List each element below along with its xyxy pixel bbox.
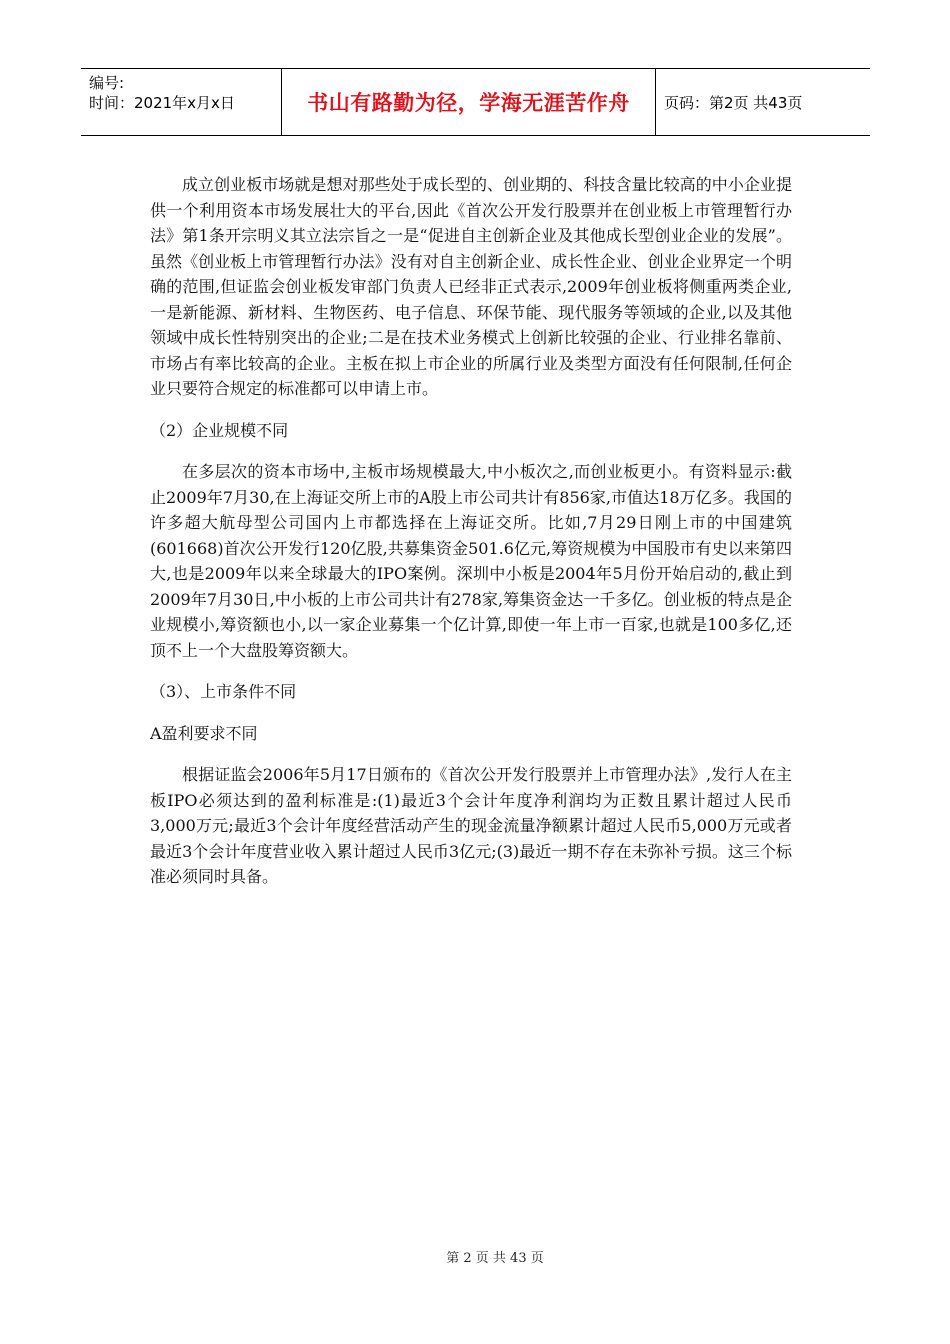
paragraph-3: 根据证监会2006年5月17日颁布的《首次公开发行股票并上市管理办法》,发行人在主板IPO必须达到的盈利标准是:(1)最近3个会计年度净利润均为正数且累计超过人民币3,000万元;最近3个会计年度经营活动产生的现金流量净额累计超过人民币5,000万元或者最近3个会计年度营业收入累计超过人民币3亿元;(3)最近一期不存在未弥补亏损。这三个标准必须同时具备。: [150, 765, 792, 886]
heading-profit-requirements: A盈利要求不同: [150, 723, 258, 743]
paragraph-1: 成立创业板市场就是想对那些处于成长型的、创业期的、科技含量比较高的中小企业提供一个利用资本市场发展壮大的平台,因此《首次公开发行股票并在创业板上市管理暂行办法》第1条开宗明义其立法宗旨之一是“促进自主创新企业及其他成长型创业企业的发展”。虽然《创业板上市管理暂行办法》没有对自主创新企业、成长性企业、创业企业界定一个明确的范围,但证监会创业板发审部门负责人已经非正式表示,2009年创业板将侧重两类企业,一是新能源、新材料、生物医药、电子信息、环保节能、现代服务等领域的企业,以及其他领域中成长性特别突出的企业;二是在技术业务模式上创新比较强的企业、行业排名靠前、市场占有率比较高的企业。主板在拟上市企业的所属行业及类型方面没有任何限制,任何企业只要符合规定的标准都可以申请上市。: [150, 175, 792, 398]
heading-listing-conditions: （3）、上市条件不同: [150, 682, 297, 701]
paragraph-2: 在多层次的资本市场中,主板市场规模最大,中小板次之,而创业板更小。有资料显示:截止2009年7月30,在上海证交所上市的A股上市公司共计有856家,市值达18万亿多。我国的许多超大航母型公司国内上市都选择在上海证交所。比如,7月29日刚上市的中国建筑(601668)首次公开发行120亿股,共募集资金501.6亿元,筹资规模为中国股市有史以来第四大,也是2009年以来全球最大的IPO案例。深圳中小板是2004年5月份开始启动的,截止到2009年7月30日,中小板的上市公司共计有278家,筹集资金达一千多亿。创业板的特点是企业规模小,筹资额也小,以一家企业募集一个亿计算,即使一年上市一百家,也就是100多亿,还顶不上一个大盘股筹资额大。: [150, 462, 792, 660]
serial-label: 编号:: [89, 74, 125, 92]
header-motto: 书山有路勤为径，学海无涯苦作舟: [282, 69, 656, 135]
header-page-info: 页码：第2页 共43页: [664, 93, 803, 112]
header-meta: [81, 69, 282, 135]
document-body: [150, 172, 792, 906]
date-label: 时间：2021年x月x日: [89, 94, 235, 112]
page-header: [81, 68, 870, 136]
heading-enterprise-scale: （2）企业规模不同: [150, 420, 289, 440]
page-footer: 第 2 页 共 43 页: [446, 1251, 544, 1266]
